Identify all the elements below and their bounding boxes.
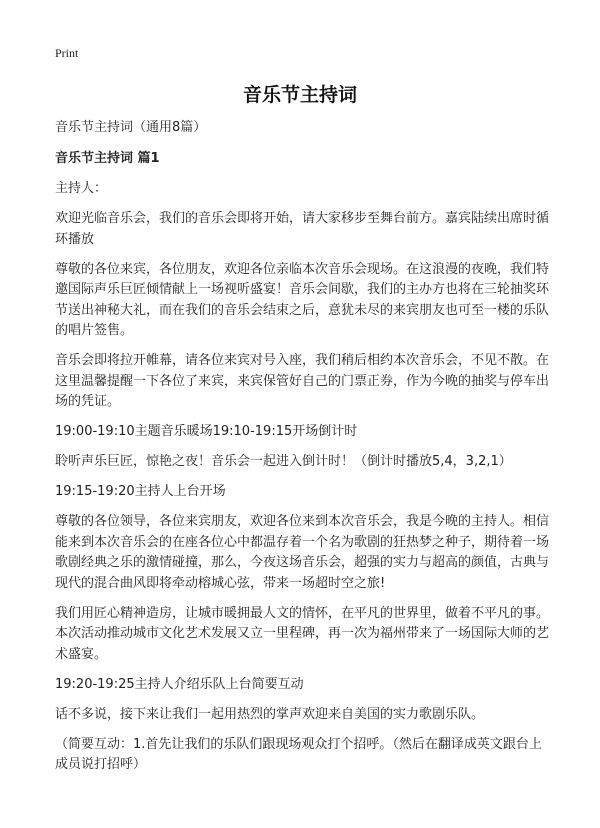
schedule-line: 19:00-19:10主题音乐暖场19:10-19:15开场倒计时 — [55, 424, 358, 439]
paragraph: 尊敬的各位领导，各位来宾朋友，欢迎各位来到本次音乐会，我是今晚的主持人。相信能来到本次音乐会的在座各位心中都温存着一个名为歌剧的狂热梦之种子，期待着一场歌剧经典之乐的激情碰撞，那么，今夜这场音乐会，超强的实力与超高的颜值，古典与现代的混合曲风即将牵动榕城心弦，带来一场超时空之旅! — [55, 514, 550, 591]
paragraph: 音乐会即将拉开帷幕，请各位来宾对号入座，我们稍后相约本次音乐会，不见不散。在这里温馨提醒一下各位了来宾，来宾保管好自己的门票正券，作为今晚的抽奖与停车出场的凭证。 — [55, 353, 550, 409]
paragraph: 话不多说，接下来让我们一起用热烈的掌声欢迎来自美国的实力歌剧乐队。 — [55, 706, 485, 722]
paragraph: 聆听声乐巨匠，惊艳之夜！音乐会一起进入倒计时！（倒计时播放5,4，3,2,1） — [55, 454, 512, 469]
paragraph: 尊敬的各位来宾，各位朋友，欢迎各位亲临本次音乐会现场。在这浪漫的夜晚，我们特邀国际声乐巨匠倾情献上一场视听盛宴！音乐会间歇，我们的主办方也将在三轮抽奖环节送出神秘大礼，而在我们的音乐会结束之后，意犹未尽的来宾朋友也可至一楼的乐队的唱片签售。 — [55, 261, 550, 338]
paragraph: （简要互动：1.首先让我们的乐队们跟现场观众打个招呼。（然后在翻译成英文跟台上成员说打招呼） — [55, 736, 542, 772]
article-subtitle: 音乐节主持词（通用8篇） — [55, 120, 207, 135]
paragraph: 主持人： — [55, 181, 108, 196]
paragraph: 我们用匠心精神造房，让城市暖拥最人文的情怀，在平凡的世界里，做着不平凡的事。本次活动推动城市文化艺术发展又立一里程碑，再一次为福州带来了一场国际大师的艺术盛宴。 — [55, 605, 550, 662]
paragraph: 欢迎光临音乐会，我们的音乐会即将开始，请大家移步至舞台前方。嘉宾陆续出席时循环播放 — [55, 211, 550, 247]
schedule-line: 19:20-19:25主持人介绍乐队上台简要互动 — [55, 676, 304, 692]
schedule-line: 19:15-19:20主持人上台开场 — [55, 484, 226, 499]
page-title: 音乐节主持词 — [242, 84, 357, 106]
article-body — [55, 118, 549, 785]
print-link[interactable]: Print — [55, 46, 79, 60]
section-heading: 音乐节主持词 篇1 — [55, 150, 160, 166]
